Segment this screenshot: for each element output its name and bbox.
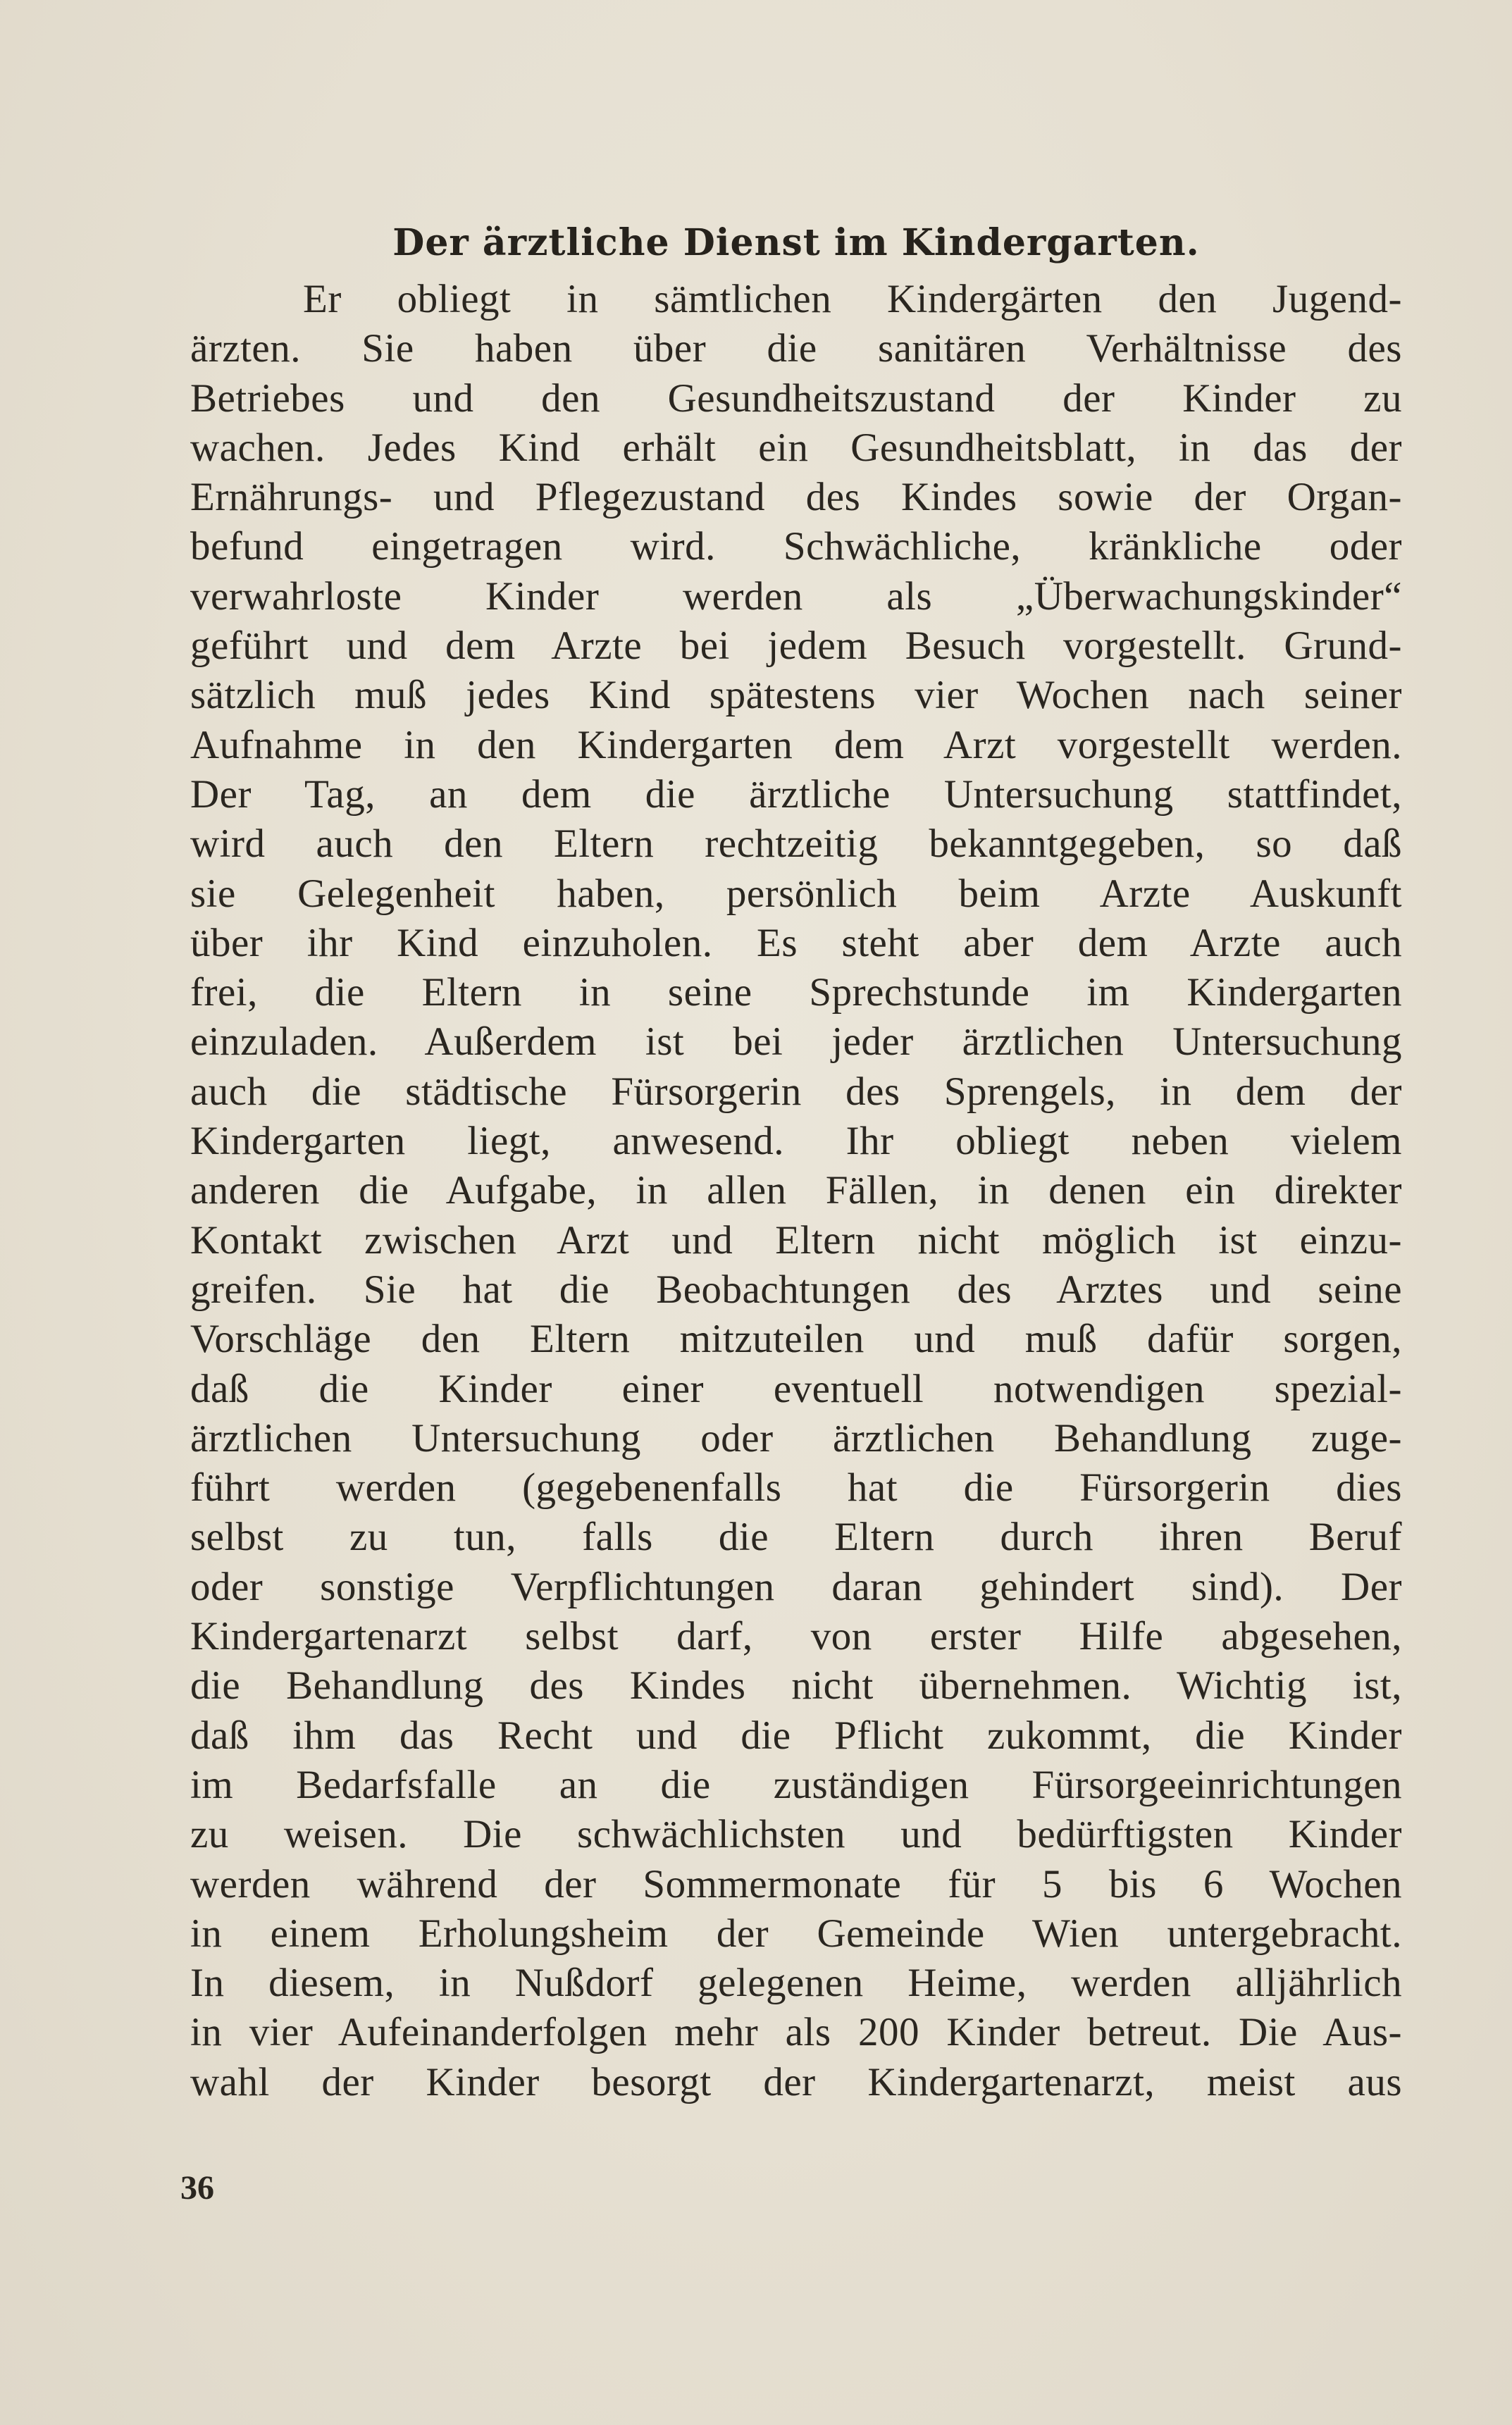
paragraph [190, 275, 1402, 2107]
text-line: in vier Aufeinanderfolgen mehr als 200 Kinder betreut. Die Aus- [190, 2010, 1402, 2055]
text-line: zu weisen. Die schwächlichsten und bedürftigsten Kinder [190, 1812, 1402, 1857]
text-line: Er obliegt in sämtlichen Kindergärten den Jugend- [303, 277, 1402, 321]
text-line: Betriebes und den Gesundheitszustand der Kinder zu [190, 376, 1402, 421]
text-line: führt werden (gegebenenfalls hat die Fürsorgerin dies [190, 1465, 1402, 1511]
text-line: verwahrloste Kinder werden als „Überwachungskinder“ [190, 573, 1402, 619]
text-line: über ihr Kind einzuholen. Es steht aber dem Arzte auch [190, 920, 1402, 965]
text-line: Der Tag, an dem die ärztliche Untersuchung stattfindet, [190, 771, 1402, 817]
text-line: In diesem, in Nußdorf gelegenen Heime, werden alljährlich [190, 1961, 1402, 2006]
text-line: die Behandlung des Kindes nicht übernehmen. Wichtig ist, [190, 1663, 1402, 1708]
text-line: sie Gelegenheit haben, persönlich beim Arzte Auskunft [190, 871, 1402, 916]
text-line: ärzten. Sie haben über die sanitären Verhältnisse des [190, 326, 1402, 371]
section-heading: Der ärztliche Dienst im Kindergarten. [392, 221, 1200, 264]
text-line: in einem Erholungsheim der Gemeinde Wien untergebracht. [190, 1911, 1402, 1956]
text-line: Aufnahme in den Kindergarten dem Arzt vorgestellt werden. [190, 722, 1402, 767]
text-line: wachen. Jedes Kind erhält ein Gesundheitsblatt, in das der [190, 425, 1402, 470]
text-line: Ernährungs- und Pflegezustand des Kindes sowie der Organ- [190, 475, 1402, 520]
text-line: werden während der Sommermonate für 5 bis 6 Wochen [190, 1861, 1402, 1906]
text-line: im Bedarfsfalle an die zuständigen Fürsorgeeinrichtungen [190, 1762, 1402, 1807]
text-line: Vorschläge den Eltern mitzuteilen und muß dafür sorgen, [190, 1317, 1402, 1362]
text-line: greifen. Sie hat die Beobachtungen des Arztes und seine [190, 1267, 1402, 1312]
text-line: Kontakt zwischen Arzt und Eltern nicht möglich ist einzu- [190, 1217, 1402, 1263]
text-line: Kindergarten liegt, anwesend. Ihr obliegt neben vielem [190, 1119, 1402, 1164]
text-line: anderen die Aufgabe, in allen Fällen, in denen ein direkter [190, 1168, 1402, 1213]
text-line: ärztlichen Untersuchung oder ärztlichen Behandlung zuge- [190, 1415, 1402, 1460]
text-line: wahl der Kinder besorgt der Kindergartenarzt, meist aus [190, 2059, 1402, 2104]
text-line: daß die Kinder einer eventuell notwendigen spezial- [190, 1366, 1402, 1411]
text-line: frei, die Eltern in seine Sprechstunde im Kindergarten [190, 970, 1402, 1015]
text-line: Kindergartenarzt selbst darf, von erster Hilfe abgesehen, [190, 1614, 1402, 1659]
text-line: sätzlich muß jedes Kind spätestens vier Wochen nach seiner [190, 673, 1402, 718]
text-line: wird auch den Eltern rechtzeitig bekanntgegeben, so daß [190, 821, 1402, 867]
text-line: geführt und dem Arzte bei jedem Besuch vorgestellt. Grund- [190, 624, 1402, 669]
text-line: daß ihm das Recht und die Pflicht zukommt, die Kinder [190, 1713, 1402, 1758]
text-line: oder sonstige Verpflichtungen daran gehindert sind). Der [190, 1564, 1402, 1609]
page-number: 36 [180, 2169, 214, 2207]
text-line: einzuladen. Außerdem ist bei jeder ärztlichen Untersuchung [190, 1019, 1402, 1065]
text-block [190, 211, 1402, 2107]
text-line: auch die städtische Fürsorgerin des Sprengels, in dem der [190, 1069, 1402, 1114]
text-line: befund eingetragen wird. Schwächliche, kränkliche oder [190, 524, 1402, 569]
text-line: selbst zu tun, falls die Eltern durch ihren Beruf [190, 1515, 1402, 1560]
